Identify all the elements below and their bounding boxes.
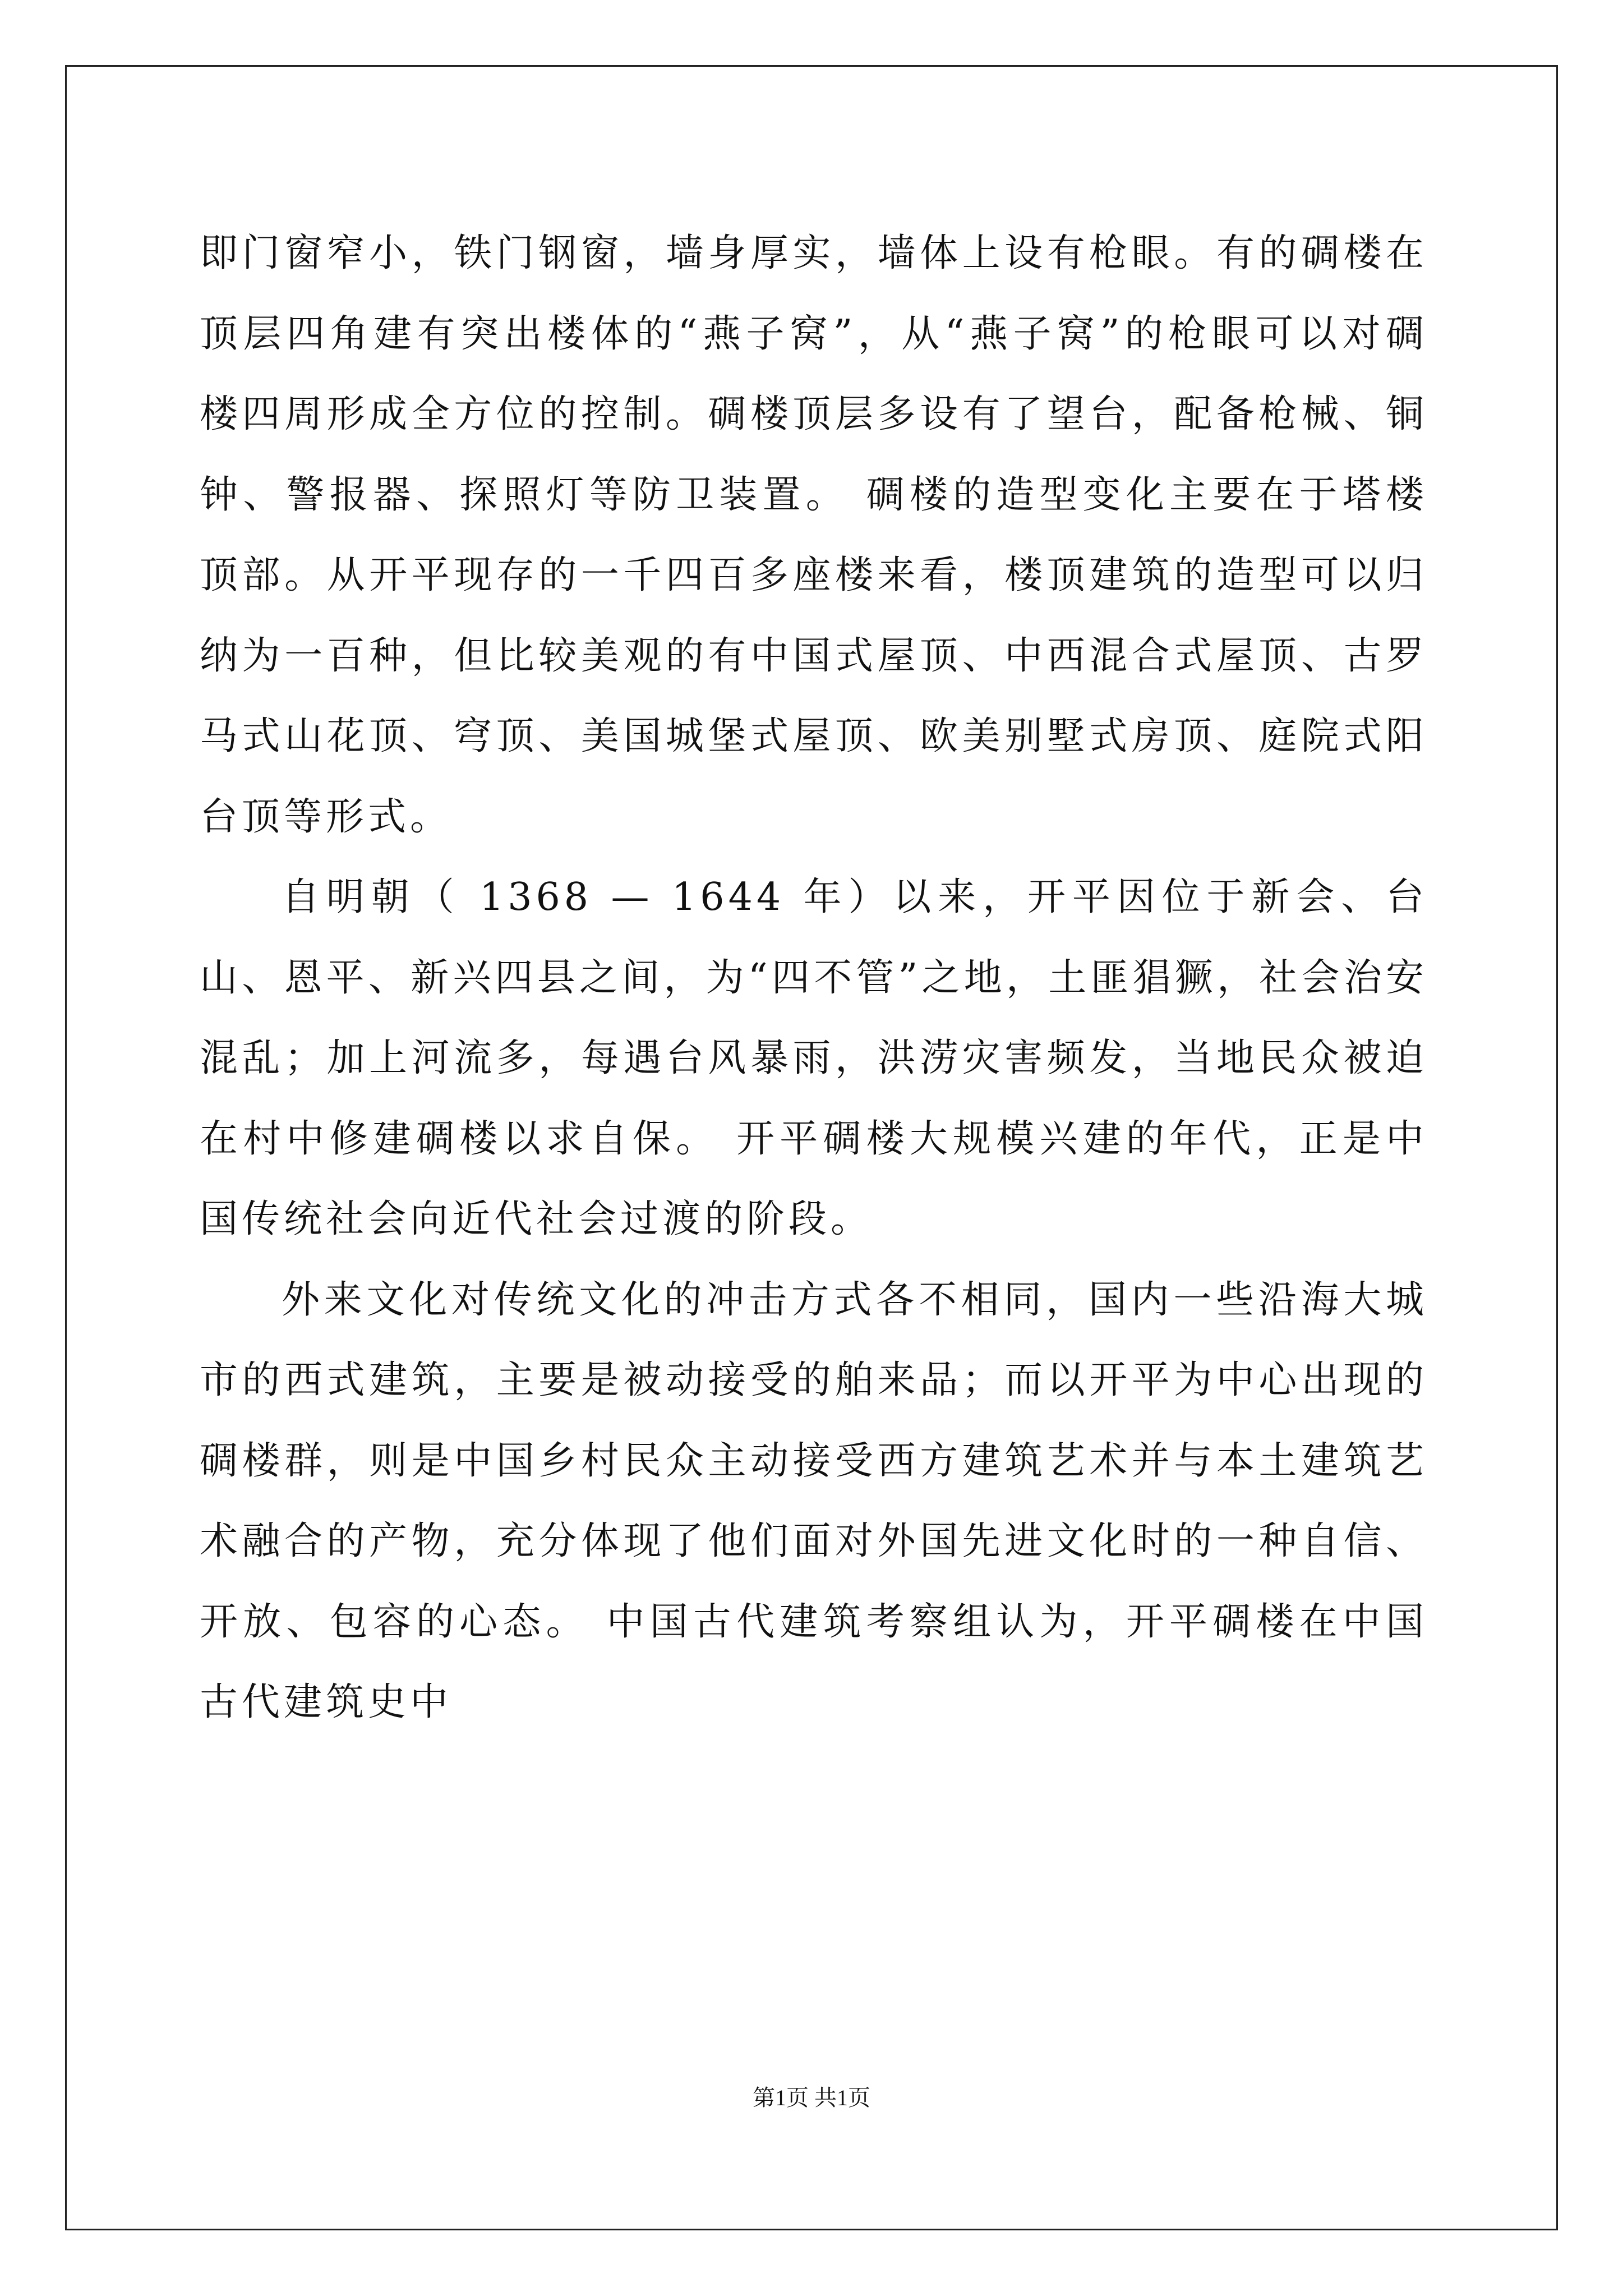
paragraph-1: 即门窗窄小，铁门钢窗，墙身厚实，墙体上设有枪眼。有的碉楼在顶层四角建有突出楼体的“燕子窝”，从“燕子窝”的枪眼可以对碉楼四周形成全方位的控制。碉楼顶层多设有了望台，配备枪械、铜钟、警报器、探照灯等防卫装置。 碉楼的造型变化主要在于塔楼顶部。从开平现存的一千四百多座楼来看，楼顶建筑的造型可以归纳为一百种，但比较美观的有中国式屋顶、中西混合式屋顶、古罗马式山花顶、穹顶、美国城堡式屋顶、欧美别墅式房顶、庭院式阳台顶等形式。 — [200, 231, 1428, 839]
page-number-footer: 第1页 共1页 — [753, 2085, 870, 2110]
document-body — [200, 213, 1428, 1743]
paragraph-2: 自明朝（ 1368 — 1644 年）以来，开平因位于新会、台山、恩平、新兴四县之间，为“四不管”之地，土匪猖獗，社会治安混乱；加上河流多，每遇台风暴雨，洪涝灾害频发，当地民众被迫在村中修建碉楼以求自保。 开平碉楼大规模兴建的年代，正是中国传统社会向近代社会过渡的阶段。 — [200, 875, 1428, 1241]
paragraph-3: 外来文化对传统文化的冲击方式各不相同，国内一些沿海大城市的西式建筑，主要是被动接受的舶来品；而以开平为中心出现的碉楼群，则是中国乡村民众主动接受西方建筑艺术并与本土建筑艺术融合的产物，充分体现了他们面对外国先进文化时的一种自信、开放、包容的心态。 中国古代建筑考察组认为，开平碉楼在中国古代建筑史中 — [200, 1277, 1428, 1724]
